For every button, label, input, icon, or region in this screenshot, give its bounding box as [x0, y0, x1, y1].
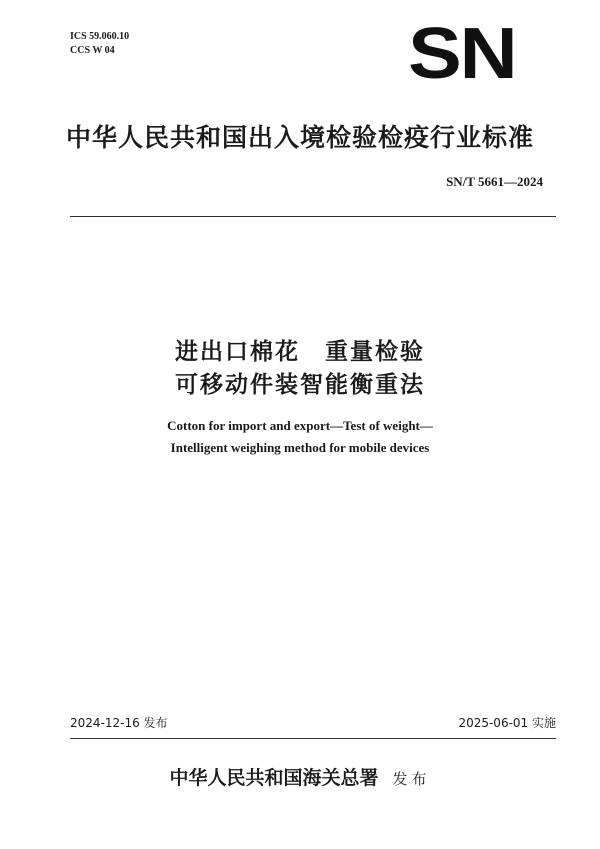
english-title-line-1: Cotton for import and export—Test of weight—	[167, 418, 433, 433]
ics-code: ICS 59.060.10	[70, 31, 130, 42]
industry-standard-title: 中华人民共和国出入境检验检疫行业标准	[65, 123, 534, 152]
top-divider	[70, 216, 556, 217]
bottom-divider	[70, 738, 556, 739]
issuer-name: 中华人民共和国海关总署	[169, 767, 379, 789]
standard-number: SN/T 5661—2024	[446, 174, 543, 189]
classification-codes	[70, 30, 129, 58]
chinese-title-line-2: 可移动件装智能衡重法	[175, 372, 425, 398]
ccs-code: CCS W 04	[70, 45, 115, 56]
issue-verb: 发布	[392, 770, 431, 788]
chinese-title-line-1: 进出口棉花 重量检验	[175, 339, 425, 365]
implementation-date: 2025-06-01 实施	[458, 716, 556, 730]
english-title-line-2: Intelligent weighing method for mobile devices	[170, 440, 430, 455]
sn-logo: SN	[408, 14, 516, 94]
issuing-authority	[0, 763, 600, 790]
issue-date: 2024-12-16 发布	[70, 716, 168, 730]
